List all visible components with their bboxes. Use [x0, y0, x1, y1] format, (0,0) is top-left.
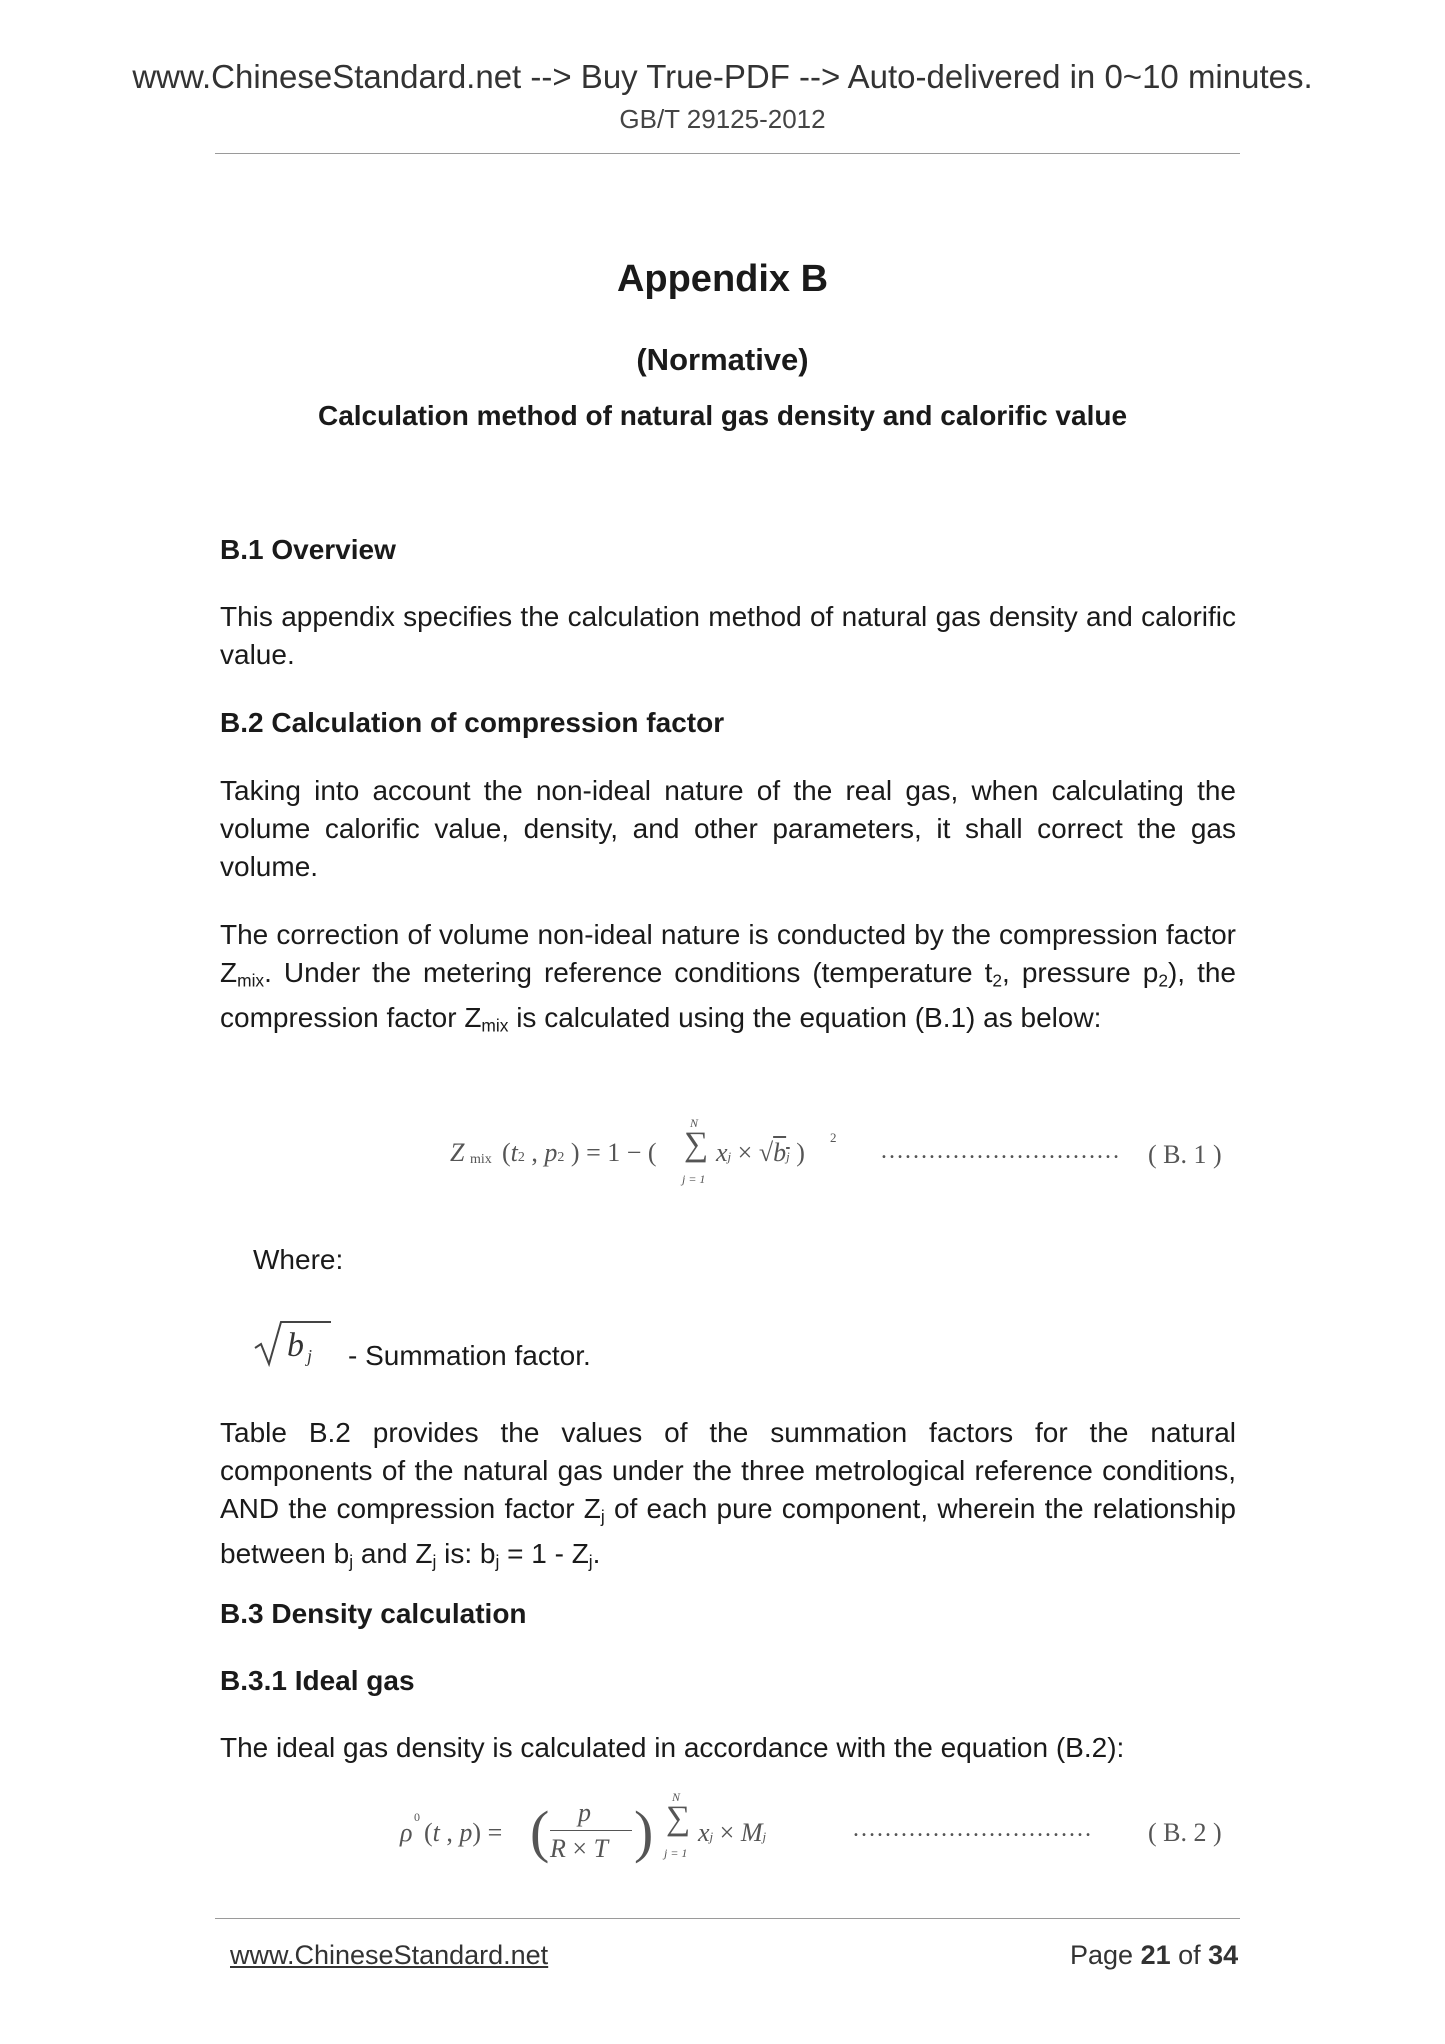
page-total: 34	[1208, 1940, 1239, 1970]
header-divider	[215, 153, 1240, 154]
header-banner[interactable]: www.ChineseStandard.net --> Buy True-PDF --> Auto-delivered in 0~10 minutes.	[132, 58, 1313, 95]
standard-number: GB/T 29125-2012	[619, 104, 826, 134]
equation-b1: Z mix (t2 , p2 ) = 1 − ( N ∑ j = 1 xj × √bj ) 2	[450, 1116, 837, 1186]
section-b1-heading: B.1 Overview	[220, 534, 396, 565]
section-b2-para2: The correction of volume non-ideal nature is conducted by the compression factor $Z_{mix}$. Under the metering reference conditions (temperature $t_2$, pressure $p_2$), the compression factor $Z_{mix}$ is calculated using the equation (B.1) as below:	[220, 919, 1237, 1036]
svg-text:j: j	[307, 1346, 313, 1366]
section-b3-heading: B.3 Density calculation	[220, 1598, 527, 1629]
footer-divider	[215, 1918, 1240, 1919]
section-b2-para1: Taking into account the non-ideal nature of the real gas, when calculating the volume calorific value, density, and other parameters, it shall correct the gas volume.	[220, 775, 1236, 882]
equation-b2-leader: …………………………	[852, 1816, 1092, 1842]
page-indicator: Page 21 of 34	[1070, 1940, 1239, 1970]
equation-b2-label: ( B. 2 )	[1148, 1818, 1222, 1847]
equation-b1-label: ( B. 1 )	[1148, 1140, 1222, 1169]
appendix-subtitle: Calculation method of natural gas density and calorific value	[317, 400, 1128, 431]
where-label: Where:	[253, 1244, 344, 1275]
section-b31-text: The ideal gas density is calculated in accordance with the equation (B.2):	[220, 1732, 1125, 1763]
appendix-title: Appendix B	[616, 258, 829, 300]
section-b2-heading: B.2 Calculation of compression factor	[220, 707, 725, 738]
section-b2-para3: Table B.2 provides the values of the summation factors for the natural components of the natural gas under the three metrological reference conditions, AND the compression factor $Z_j$ of each pure component, wherein the relationship between $b_j$ and $Z_j$ is: $b_j = 1 - Z_j$.	[220, 1417, 1236, 1572]
section-b31-heading: B.3.1 Ideal gas	[220, 1665, 415, 1696]
section-b1-text: This appendix specifies the calculation method of natural gas density and calorific value.	[220, 601, 1236, 670]
page-current: 21	[1140, 1940, 1171, 1970]
equation-b1-leader: …………………………	[880, 1138, 1120, 1164]
appendix-normative: (Normative)	[636, 342, 809, 377]
svg-text:b: b	[287, 1327, 304, 1364]
sqrt-bj-definition: - Summation factor.	[348, 1340, 591, 1371]
equation-b2: ρ 0 (t , p) = ( p R × T ) N ∑ j = 1 xj × Mj	[400, 1790, 767, 1864]
footer-website-link[interactable]: www.ChineseStandard.net	[230, 1940, 549, 1970]
sqrt-bj-symbol	[253, 1318, 333, 1368]
